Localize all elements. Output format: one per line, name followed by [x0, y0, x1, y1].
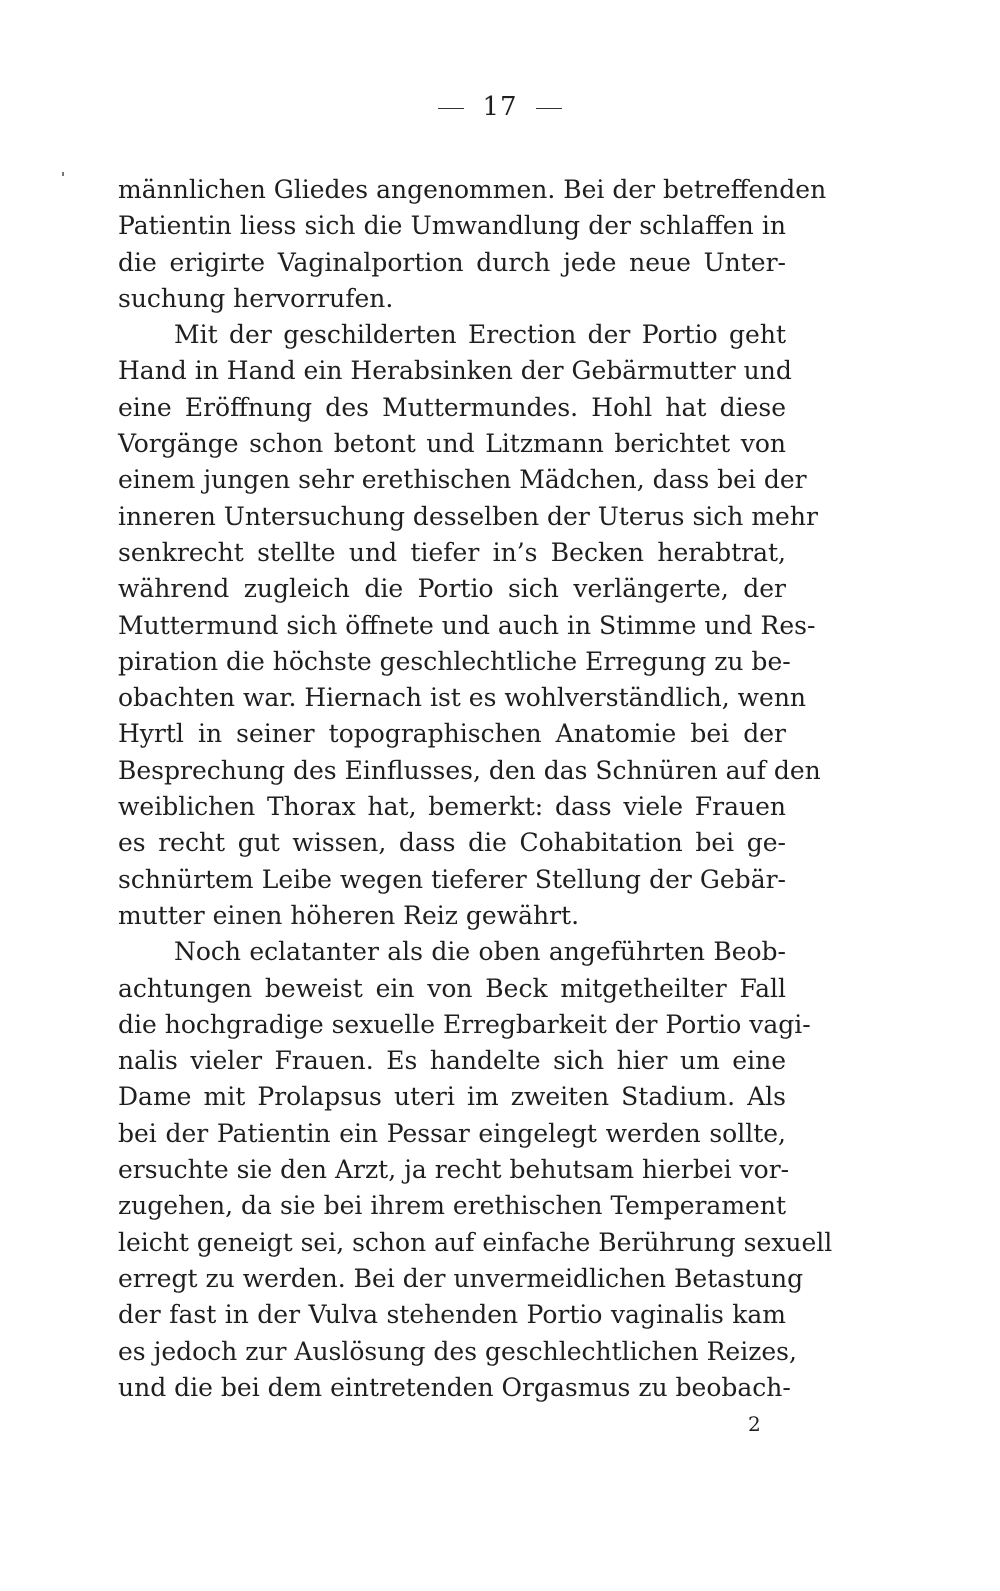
print-speck	[62, 172, 64, 176]
text-line: obachten war. Hiernach ist es wohlverständlich, wenn	[118, 683, 807, 713]
text-line: Hyrtl in seiner topographischen Anatomie bei der	[118, 719, 786, 749]
text-line: senkrecht stellte und tiefer in’s Becken herabtrat,	[118, 537, 786, 567]
text-line: männlichen Gliedes angenommen. Bei der betreffenden	[118, 175, 827, 204]
text-line: Vorgänge schon betont und Litzmann berichtet von	[118, 429, 786, 459]
text-line: die hochgradige sexuelle Erregbarkeit der Portio vagi-	[118, 1009, 811, 1039]
text-line: suchung hervorrufen.	[118, 283, 394, 313]
text-line: erregt zu werden. Bei der unvermeidlichen Betastung	[118, 1263, 804, 1293]
page-number: 17	[482, 92, 518, 122]
text-line: der fast in der Vulva stehenden Portio vaginalis kam	[118, 1300, 786, 1330]
page-header	[0, 92, 1000, 122]
text-line: Hand in Hand ein Herabsinken der Gebärmutter und	[118, 356, 792, 386]
text-line: eine Eröffnung des Muttermundes. Hohl hat diese	[118, 392, 786, 422]
text-line: inneren Untersuchung desselben der Uterus sich mehr	[118, 501, 818, 531]
text-line: und die bei dem eintretenden Orgasmus zu beobach-	[118, 1372, 791, 1402]
text-line: mutter einen höheren Reiz gewährt.	[118, 900, 580, 930]
text-line: piration die höchste geschlechtliche Erregung zu be-	[118, 646, 791, 676]
text-line: Patientin liess sich die Umwandlung der schlaffen in	[118, 211, 786, 241]
header-dash-left	[438, 108, 464, 109]
text-line: während zugleich die Portio sich verlängerte, der	[118, 574, 786, 604]
text-line: Besprechung des Einflusses, den das Schnüren auf den	[118, 755, 821, 785]
text-line: weiblichen Thorax hat, bemerkt: dass viele Frauen	[118, 792, 786, 822]
paragraph-first-line: Noch eclatanter als die oben angeführten Beob-	[174, 937, 786, 967]
text-line: Muttermund sich öffnete und auch in Stimme und Res-	[118, 610, 816, 640]
text-line: leicht geneigt sei, schon auf einfache Berührung sexuell	[118, 1227, 833, 1257]
text-line: nalis vieler Frauen. Es handelte sich hier um eine	[118, 1046, 786, 1076]
header-dash-right	[536, 108, 562, 109]
body-text	[118, 172, 833, 1406]
text-line: die erigirte Vaginalportion durch jede neue Unter-	[118, 247, 786, 277]
text-line: zugehen, da sie bei ihrem erethischen Temperament	[118, 1191, 786, 1221]
text-line: es recht gut wissen, dass die Cohabitation bei ge-	[118, 828, 786, 858]
text-line: Dame mit Prolapsus uteri im zweiten Stadium. Als	[118, 1082, 786, 1112]
text-line: achtungen beweist ein von Beck mitgetheilter Fall	[118, 973, 786, 1003]
text-line: bei der Patientin ein Pessar eingelegt werden sollte,	[118, 1118, 786, 1148]
signature-mark: 2	[748, 1412, 761, 1436]
text-line: einem jungen sehr erethischen Mädchen, dass bei der	[118, 465, 807, 495]
paragraph-first-line: Mit der geschilderten Erection der Portio geht	[174, 320, 786, 350]
text-line: es jedoch zur Auslösung des geschlechtlichen Reizes,	[118, 1336, 797, 1366]
text-line: schnürtem Leibe wegen tieferer Stellung der Gebär-	[118, 864, 786, 894]
text-line: ersuchte sie den Arzt, ja recht behutsam hierbei vor-	[118, 1155, 790, 1185]
